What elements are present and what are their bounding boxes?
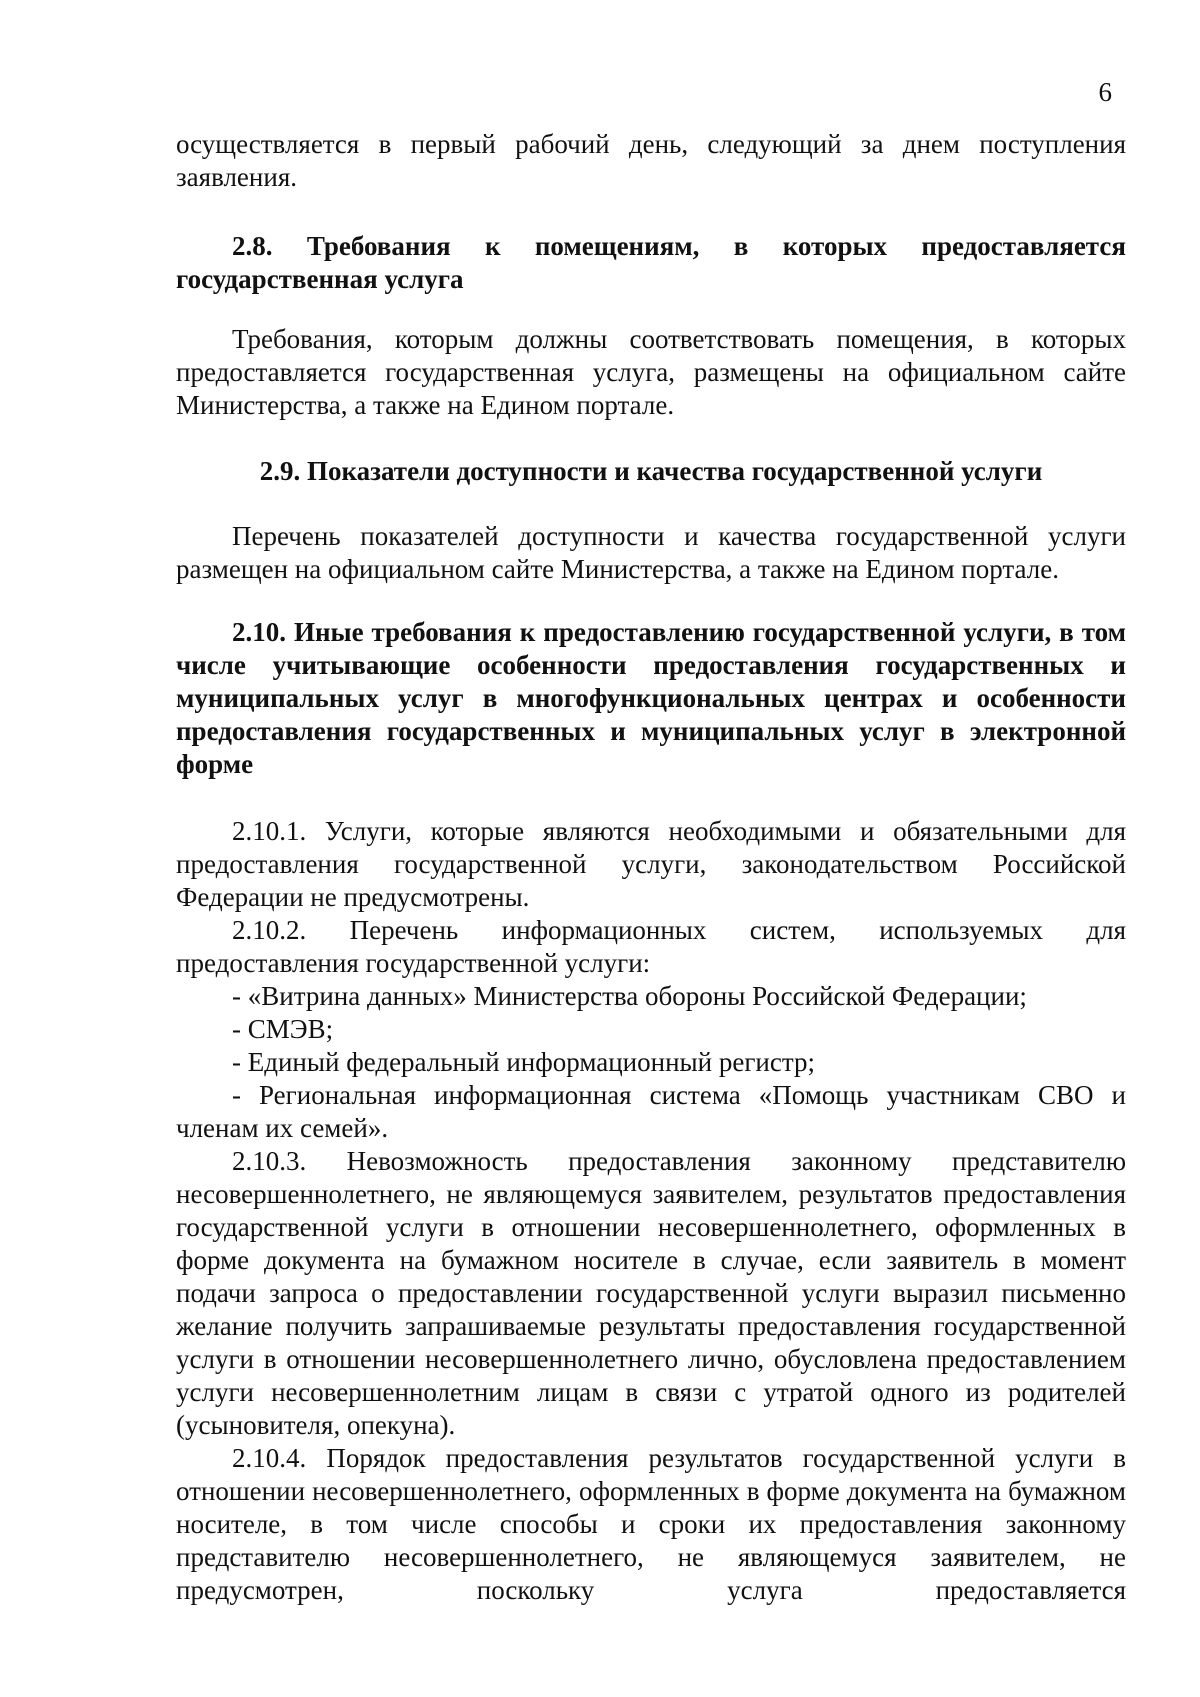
list-item-3: - Единый федеральный информационный регистр;	[232, 1047, 815, 1077]
paragraph-2-10-2: 2.10.2. Перечень информационных систем, используемых для предоставления государственной услуги:	[176, 915, 1126, 978]
paragraph-2-10-4: 2.10.4. Порядок предоставления результатов государственной услуги в отношении несовершеннолетнего, оформленных в форме документа на бумажном носителе, в том числе способы и сроки их предоставления законному представителю несовершеннолетнего, не являющемуся заявителем, не предусмотрен, поскольку услуга предоставляется	[176, 1443, 1126, 1605]
section-text-2-9: Перечень показателей доступности и качества государственной услуги размещен на официальном сайте Министерства, а также на Едином портале.	[176, 521, 1126, 584]
list-item-4: - Региональная информационная система «Помощь участникам СВО и членам их семей».	[176, 1080, 1126, 1143]
section-text-2-8: Требования, которым должны соответствовать помещения, в которых предоставляется государственная услуга, размещены на официальном сайте Министерства, а также на Едином портале.	[176, 324, 1126, 420]
list-item-1: - «Витрина данных» Министерства обороны Российской Федерации;	[232, 981, 1027, 1011]
section-heading-2-10: 2.10. Иные требования к предоставлению государственной услуги, в том числе учитывающие особенности предоставления государственных и муниципальных услуг в многофункциональных центрах и особенности предоставления государственных и муниципальных услуг в электронной форме	[176, 617, 1126, 779]
page-number: 6	[1098, 77, 1112, 107]
paragraph-2-10-3: 2.10.3. Невозможность предоставления законному представителю несовершеннолетнего, не являющемуся заявителем, результатов предоставления государственной услуги в отношении несовершеннолетнего, оформленных в форме документа на бумажном носителе в случае, если заявитель в момент подачи запроса о предоставлении государственной услуги выразил письменно желание получить запрашиваемые результаты предоставления государственной услуги в отношении несовершеннолетнего лично, обусловлена предоставлением услуги несовершеннолетним лицам в связи с утратой одного из родителей (усыновителя, опекуна).	[176, 1146, 1126, 1440]
intro-paragraph: осуществляется в первый рабочий день, следующий за днем поступления заявления.	[176, 129, 1126, 192]
list-item-2: - СМЭВ;	[232, 1014, 334, 1044]
paragraph-2-10-1: 2.10.1. Услуги, которые являются необходимыми и обязательными для предоставления государственной услуги, законодательством Российской Федерации не предусмотрены.	[176, 816, 1126, 912]
section-heading-2-8: 2.8. Требования к помещениям, в которых предоставляется государственная услуга	[176, 231, 1126, 294]
document-body	[176, 128, 1126, 1607]
section-heading-2-9: 2.9. Показатели доступности и качества государственной услуги	[259, 456, 1043, 486]
